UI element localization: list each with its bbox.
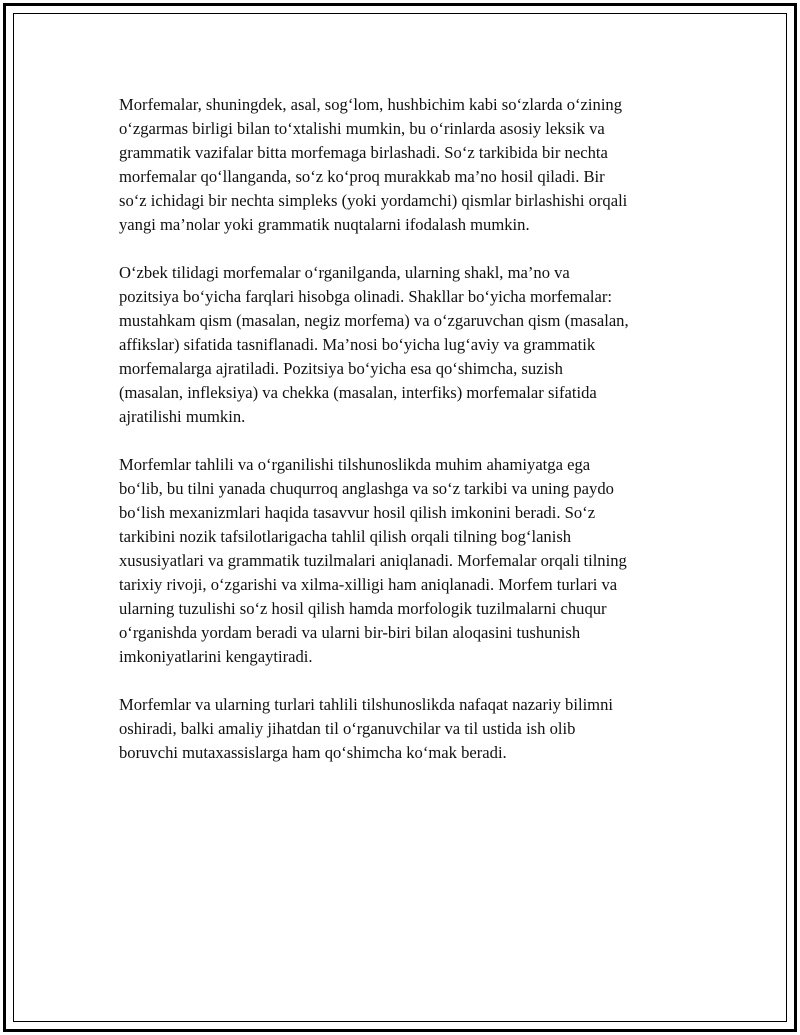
document-body: [119, 93, 694, 789]
text-line: bo‘lib, bu tilni yanada chuqurroq anglashga va so‘z tarkibi va uning paydo: [119, 479, 614, 498]
text-line: o‘zgarmas birligi bilan to‘xtalishi mumkin, bu o‘rinlarda asosiy leksik va: [119, 119, 605, 138]
text-line: oshiradi, balki amaliy jihatdan til o‘rganuvchilar va til ustida ish olib: [119, 719, 576, 738]
text-line: so‘z ichidagi bir nechta simpleks (yoki yordamchi) qismlar birlashishi orqali: [119, 191, 628, 210]
paragraph-2: [119, 261, 694, 429]
text-line: (masalan, infleksiya) va chekka (masalan, interfiks) morfemalar sifatida: [119, 383, 597, 402]
text-line: tarixiy rivoji, o‘zgarishi va xilma-xilligi ham aniqlanadi. Morfem turlari va: [119, 575, 618, 594]
text-line: Morfemlar tahlili va o‘rganilishi tilshunoslikda muhim ahamiyatga ega: [119, 455, 591, 474]
text-line: boruvchi mutaxassislarga ham qo‘shimcha ko‘mak beradi.: [119, 743, 507, 762]
text-line: tarkibini nozik tafsilotlarigacha tahlil qilish orqali tilning bog‘lanish: [119, 527, 572, 546]
text-line: yangi ma’nolar yoki grammatik nuqtalarni ifodalash mumkin.: [119, 215, 530, 234]
paragraph-1: [119, 93, 694, 237]
text-line: bo‘lish mexanizmlari haqida tasavvur hosil qilish imkonini beradi. So‘z: [119, 503, 596, 522]
text-line: imkoniyatlarini kengaytiradi.: [119, 647, 313, 666]
text-line: O‘zbek tilidagi morfemalar o‘rganilganda, ularning shakl, ma’no va: [119, 263, 570, 282]
text-line: xususiyatlari va grammatik tuzilmalari aniqlanadi. Morfemalar orqali tilning: [119, 551, 627, 570]
text-line: Morfemalar, shuningdek, asal, sog‘lom, hushbichim kabi so‘zlarda o‘zining: [119, 95, 623, 114]
text-line: morfemalarga ajratiladi. Pozitsiya bo‘yicha esa qo‘shimcha, suzish: [119, 359, 563, 378]
text-line: morfemalar qo‘llanganda, so‘z ko‘proq murakkab ma’no hosil qiladi. Bir: [119, 167, 605, 186]
text-line: ajratilishi mumkin.: [119, 407, 246, 426]
text-line: Morfemlar va ularning turlari tahlili tilshunoslikda nafaqat nazariy bilimni: [119, 695, 613, 714]
text-line: o‘rganishda yordam beradi va ularni bir-biri bilan aloqasini tushunish: [119, 623, 581, 642]
paragraph-3: [119, 453, 694, 669]
paragraph-4: [119, 693, 694, 765]
text-line: grammatik vazifalar bitta morfemaga birlashadi. So‘z tarkibida bir nechta: [119, 143, 608, 162]
text-line: mustahkam qism (masalan, negiz morfema) va o‘zgaruvchan qism (masalan,: [119, 311, 629, 330]
text-line: ularning tuzulishi so‘z hosil qilish hamda morfologik tuzilmalarni chuqur: [119, 599, 607, 618]
text-line: pozitsiya bo‘yicha farqlari hisobga olinadi. Shakllar bo‘yicha morfemalar:: [119, 287, 613, 306]
text-line: affikslar) sifatida tasniflanadi. Ma’nosi bo‘yicha lug‘aviy va grammatik: [119, 335, 596, 354]
